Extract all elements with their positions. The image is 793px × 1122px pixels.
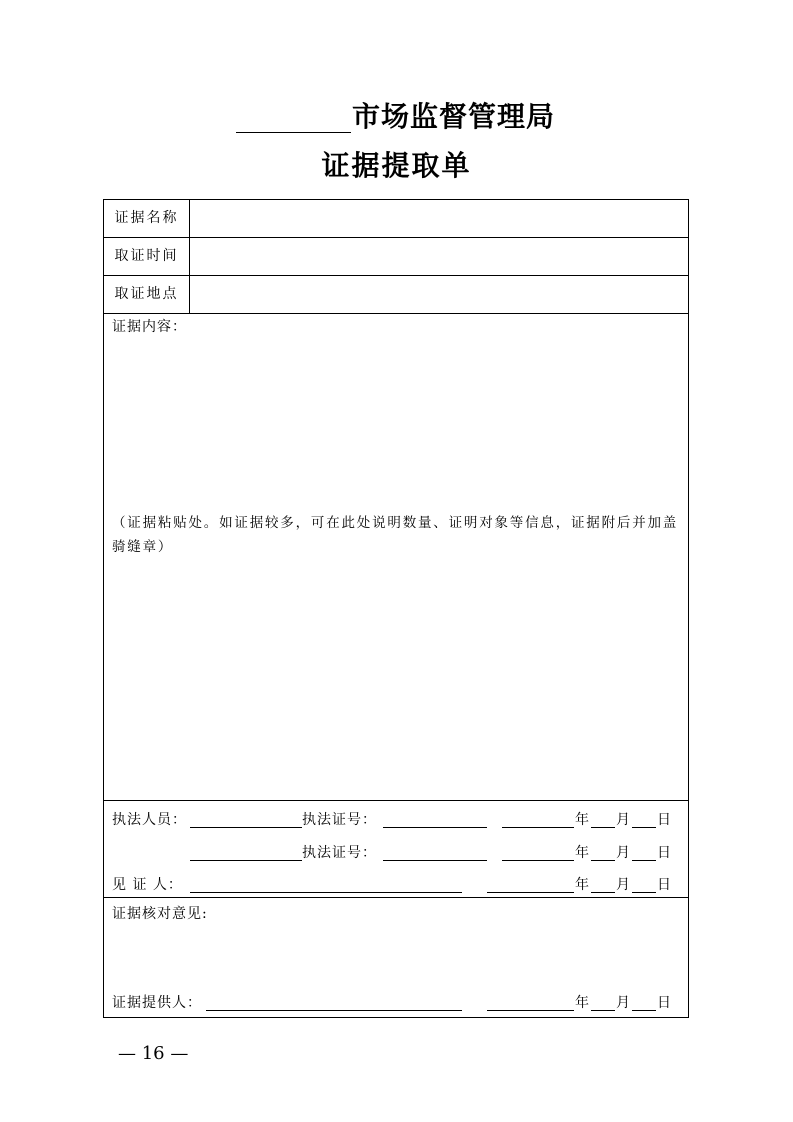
date-2-year-label: 年 bbox=[575, 845, 590, 861]
date-4-day-blank[interactable] bbox=[632, 1010, 656, 1011]
date-4-day-label: 日 bbox=[657, 995, 672, 1011]
collection-place-label: 取证地点 bbox=[104, 276, 190, 313]
evidence-form bbox=[103, 199, 689, 1018]
verification-label: 证据核对意见: bbox=[112, 906, 208, 922]
row-evidence-name bbox=[104, 200, 688, 238]
date-3-day-blank[interactable] bbox=[632, 892, 656, 893]
evidence-name-label: 证据名称 bbox=[104, 200, 190, 237]
date-4-year-blank[interactable] bbox=[487, 1010, 574, 1011]
date-1-day-blank[interactable] bbox=[632, 827, 656, 828]
witness-line bbox=[104, 874, 688, 896]
date-4-month-label: 月 bbox=[616, 995, 631, 1011]
row-collection-place bbox=[104, 276, 688, 314]
officer-line-1 bbox=[104, 809, 688, 831]
date-2-day-label: 日 bbox=[657, 845, 672, 861]
cert-2-blank[interactable] bbox=[383, 860, 487, 861]
date-3-year-blank[interactable] bbox=[487, 892, 574, 893]
collection-time-label: 取证时间 bbox=[104, 238, 190, 275]
officer-label: 执法人员： bbox=[112, 812, 187, 828]
date-3-year-label: 年 bbox=[575, 877, 590, 893]
cert-1-blank[interactable] bbox=[383, 827, 487, 828]
officer-1-blank[interactable] bbox=[190, 827, 302, 828]
evidence-content-note: （证据粘贴处。如证据较多，可在此处说明数量、证明对象等信息，证据附后并加盖骑缝章） bbox=[112, 515, 679, 555]
date-1-month-label: 月 bbox=[616, 812, 631, 828]
witness-blank[interactable] bbox=[190, 892, 462, 893]
form-title: 证据提取单 bbox=[321, 149, 472, 182]
provider-blank[interactable] bbox=[206, 1010, 462, 1011]
evidence-content-area[interactable] bbox=[104, 314, 688, 801]
date-2-month-blank[interactable] bbox=[591, 860, 615, 861]
cert-label-1: 执法证号： bbox=[302, 812, 377, 828]
date-2-year-blank[interactable] bbox=[502, 860, 574, 861]
date-3-month-label: 月 bbox=[616, 877, 631, 893]
cert-label-2: 执法证号： bbox=[302, 845, 377, 861]
row-collection-time bbox=[104, 238, 688, 276]
date-2-month-label: 月 bbox=[616, 845, 631, 861]
collection-time-field[interactable] bbox=[190, 238, 688, 275]
agency-name-blank bbox=[236, 132, 351, 133]
date-4-year-label: 年 bbox=[575, 995, 590, 1011]
date-1-month-blank[interactable] bbox=[591, 827, 615, 828]
signature-area bbox=[104, 801, 688, 898]
verification-area[interactable] bbox=[104, 898, 688, 1017]
provider-line bbox=[104, 992, 688, 1014]
officer-2-blank[interactable] bbox=[190, 860, 302, 861]
date-1-year-label: 年 bbox=[575, 812, 590, 828]
provider-label: 证据提供人： bbox=[112, 995, 202, 1011]
page-title: 市场监督管理局 bbox=[352, 100, 556, 133]
officer-line-2 bbox=[104, 842, 688, 864]
date-3-day-label: 日 bbox=[657, 877, 672, 893]
page-number: — 16 — bbox=[118, 1043, 189, 1064]
date-1-day-label: 日 bbox=[657, 812, 672, 828]
title-line bbox=[0, 97, 793, 139]
collection-place-field[interactable] bbox=[190, 276, 688, 313]
witness-label: 见 证 人： bbox=[112, 877, 183, 893]
date-2-day-blank[interactable] bbox=[632, 860, 656, 861]
evidence-name-field[interactable] bbox=[190, 200, 688, 237]
date-1-year-blank[interactable] bbox=[502, 827, 574, 828]
date-4-month-blank[interactable] bbox=[591, 1010, 615, 1011]
evidence-content-label: 证据内容： bbox=[112, 319, 187, 335]
date-3-month-blank[interactable] bbox=[591, 892, 615, 893]
